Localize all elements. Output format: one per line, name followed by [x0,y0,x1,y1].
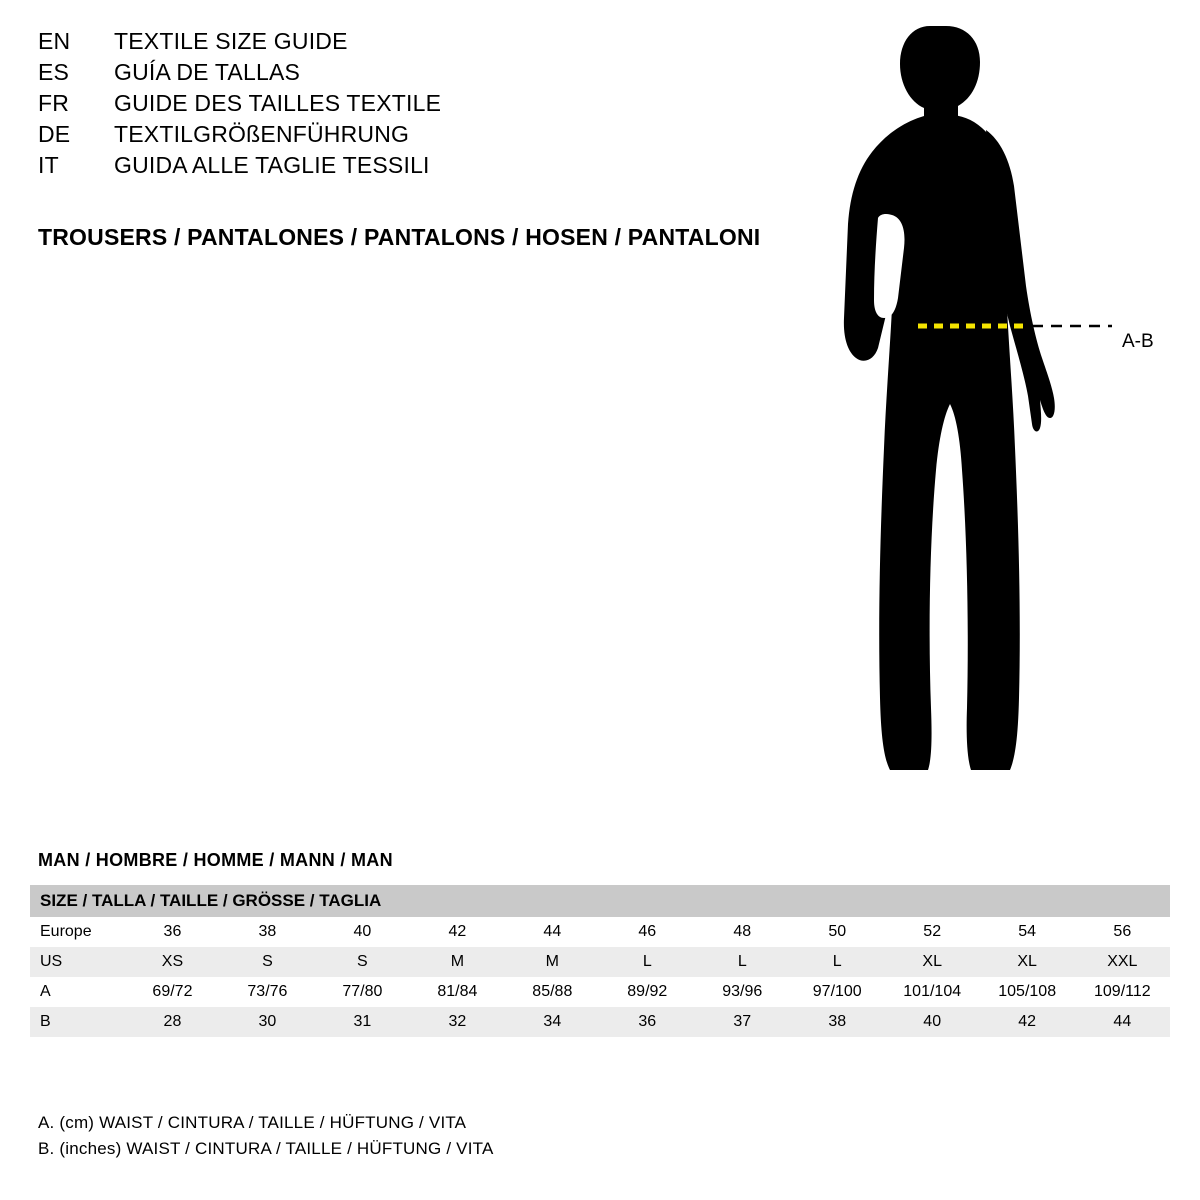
table-cell: 40 [885,1007,980,1037]
table-cell: 31 [315,1007,410,1037]
table-cell: XXL [1075,947,1170,977]
language-code: ES [38,59,70,85]
table-cell: 42 [980,1007,1075,1037]
row-label: A [30,977,125,1007]
table-cell: 38 [790,1007,885,1037]
language-code: DE [38,121,71,147]
table-cell: 44 [1075,1007,1170,1037]
footnote-a: A. (cm) WAIST / CINTURA / TAILLE / HÜFTUNG / VITA [38,1113,467,1132]
table-cell: 109/112 [1075,977,1170,1007]
table-cell: L [695,947,790,977]
figure-illustration [800,18,1200,808]
table-cell: 97/100 [790,977,885,1007]
table-cell: 48 [695,917,790,947]
man-silhouette-icon [800,18,1200,808]
table-cell: XL [980,947,1075,977]
table-caption: MAN / HOMBRE / HOMME / MANN / MAN [38,850,393,870]
table-cell: XS [125,947,220,977]
table-row [30,977,1170,1007]
language-row [38,28,798,59]
garment-title: TROUSERS / PANTALONES / PANTALONS / HOSEN / PANTALONI [38,224,761,250]
language-code: FR [38,90,70,116]
language-row [38,59,798,90]
table-cell: S [220,947,315,977]
table-cell: 93/96 [695,977,790,1007]
language-text: GUIDA ALLE TAGLIE TESSILI [114,152,430,178]
row-label: B [30,1007,125,1037]
table-cell: 50 [790,917,885,947]
table-cell: 52 [885,917,980,947]
table-cell: M [505,947,600,977]
language-text: GUÍA DE TALLAS [114,59,301,85]
table-cell: 36 [125,917,220,947]
language-code: EN [38,28,71,54]
table-cell: 36 [600,1007,695,1037]
size-table-section [30,850,1170,1037]
language-header-list [38,28,798,183]
table-cell: 30 [220,1007,315,1037]
table-cell: 28 [125,1007,220,1037]
table-cell: 37 [695,1007,790,1037]
table-cell: 38 [220,917,315,947]
table-cell: 89/92 [600,977,695,1007]
table-row [30,947,1170,977]
table-cell: 81/84 [410,977,505,1007]
table-row [30,1007,1170,1037]
footnotes [38,1110,494,1162]
language-text: TEXTILE SIZE GUIDE [114,28,348,54]
language-row [38,90,798,121]
table-header-label: SIZE / TALLA / TAILLE / GRÖSSE / TAGLIA [30,885,1170,917]
language-row [38,152,798,183]
table-cell: 56 [1075,917,1170,947]
row-label: US [30,947,125,977]
language-row [38,121,798,152]
table-cell: 77/80 [315,977,410,1007]
table-cell: S [315,947,410,977]
table-cell: 105/108 [980,977,1075,1007]
table-cell: 54 [980,917,1075,947]
language-text: TEXTILGRÖßENFÜHRUNG [114,121,410,147]
size-table [30,885,1170,1037]
row-label: Europe [30,917,125,947]
table-cell: 32 [410,1007,505,1037]
measure-label-ab: A-B [1122,331,1154,352]
table-cell: 34 [505,1007,600,1037]
table-cell: XL [885,947,980,977]
table-cell: 85/88 [505,977,600,1007]
table-cell: 42 [410,917,505,947]
footnote-b: B. (inches) WAIST / CINTURA / TAILLE / HÜFTUNG / VITA [38,1139,494,1158]
table-cell: L [790,947,885,977]
table-cell: 46 [600,917,695,947]
table-header-row [30,885,1170,917]
table-cell: 69/72 [125,977,220,1007]
table-cell: L [600,947,695,977]
language-text: GUIDE DES TAILLES TEXTILE [114,90,442,116]
table-cell: M [410,947,505,977]
table-cell: 73/76 [220,977,315,1007]
table-cell: 101/104 [885,977,980,1007]
table-row [30,917,1170,947]
table-cell: 44 [505,917,600,947]
language-code: IT [38,152,59,178]
table-cell: 40 [315,917,410,947]
